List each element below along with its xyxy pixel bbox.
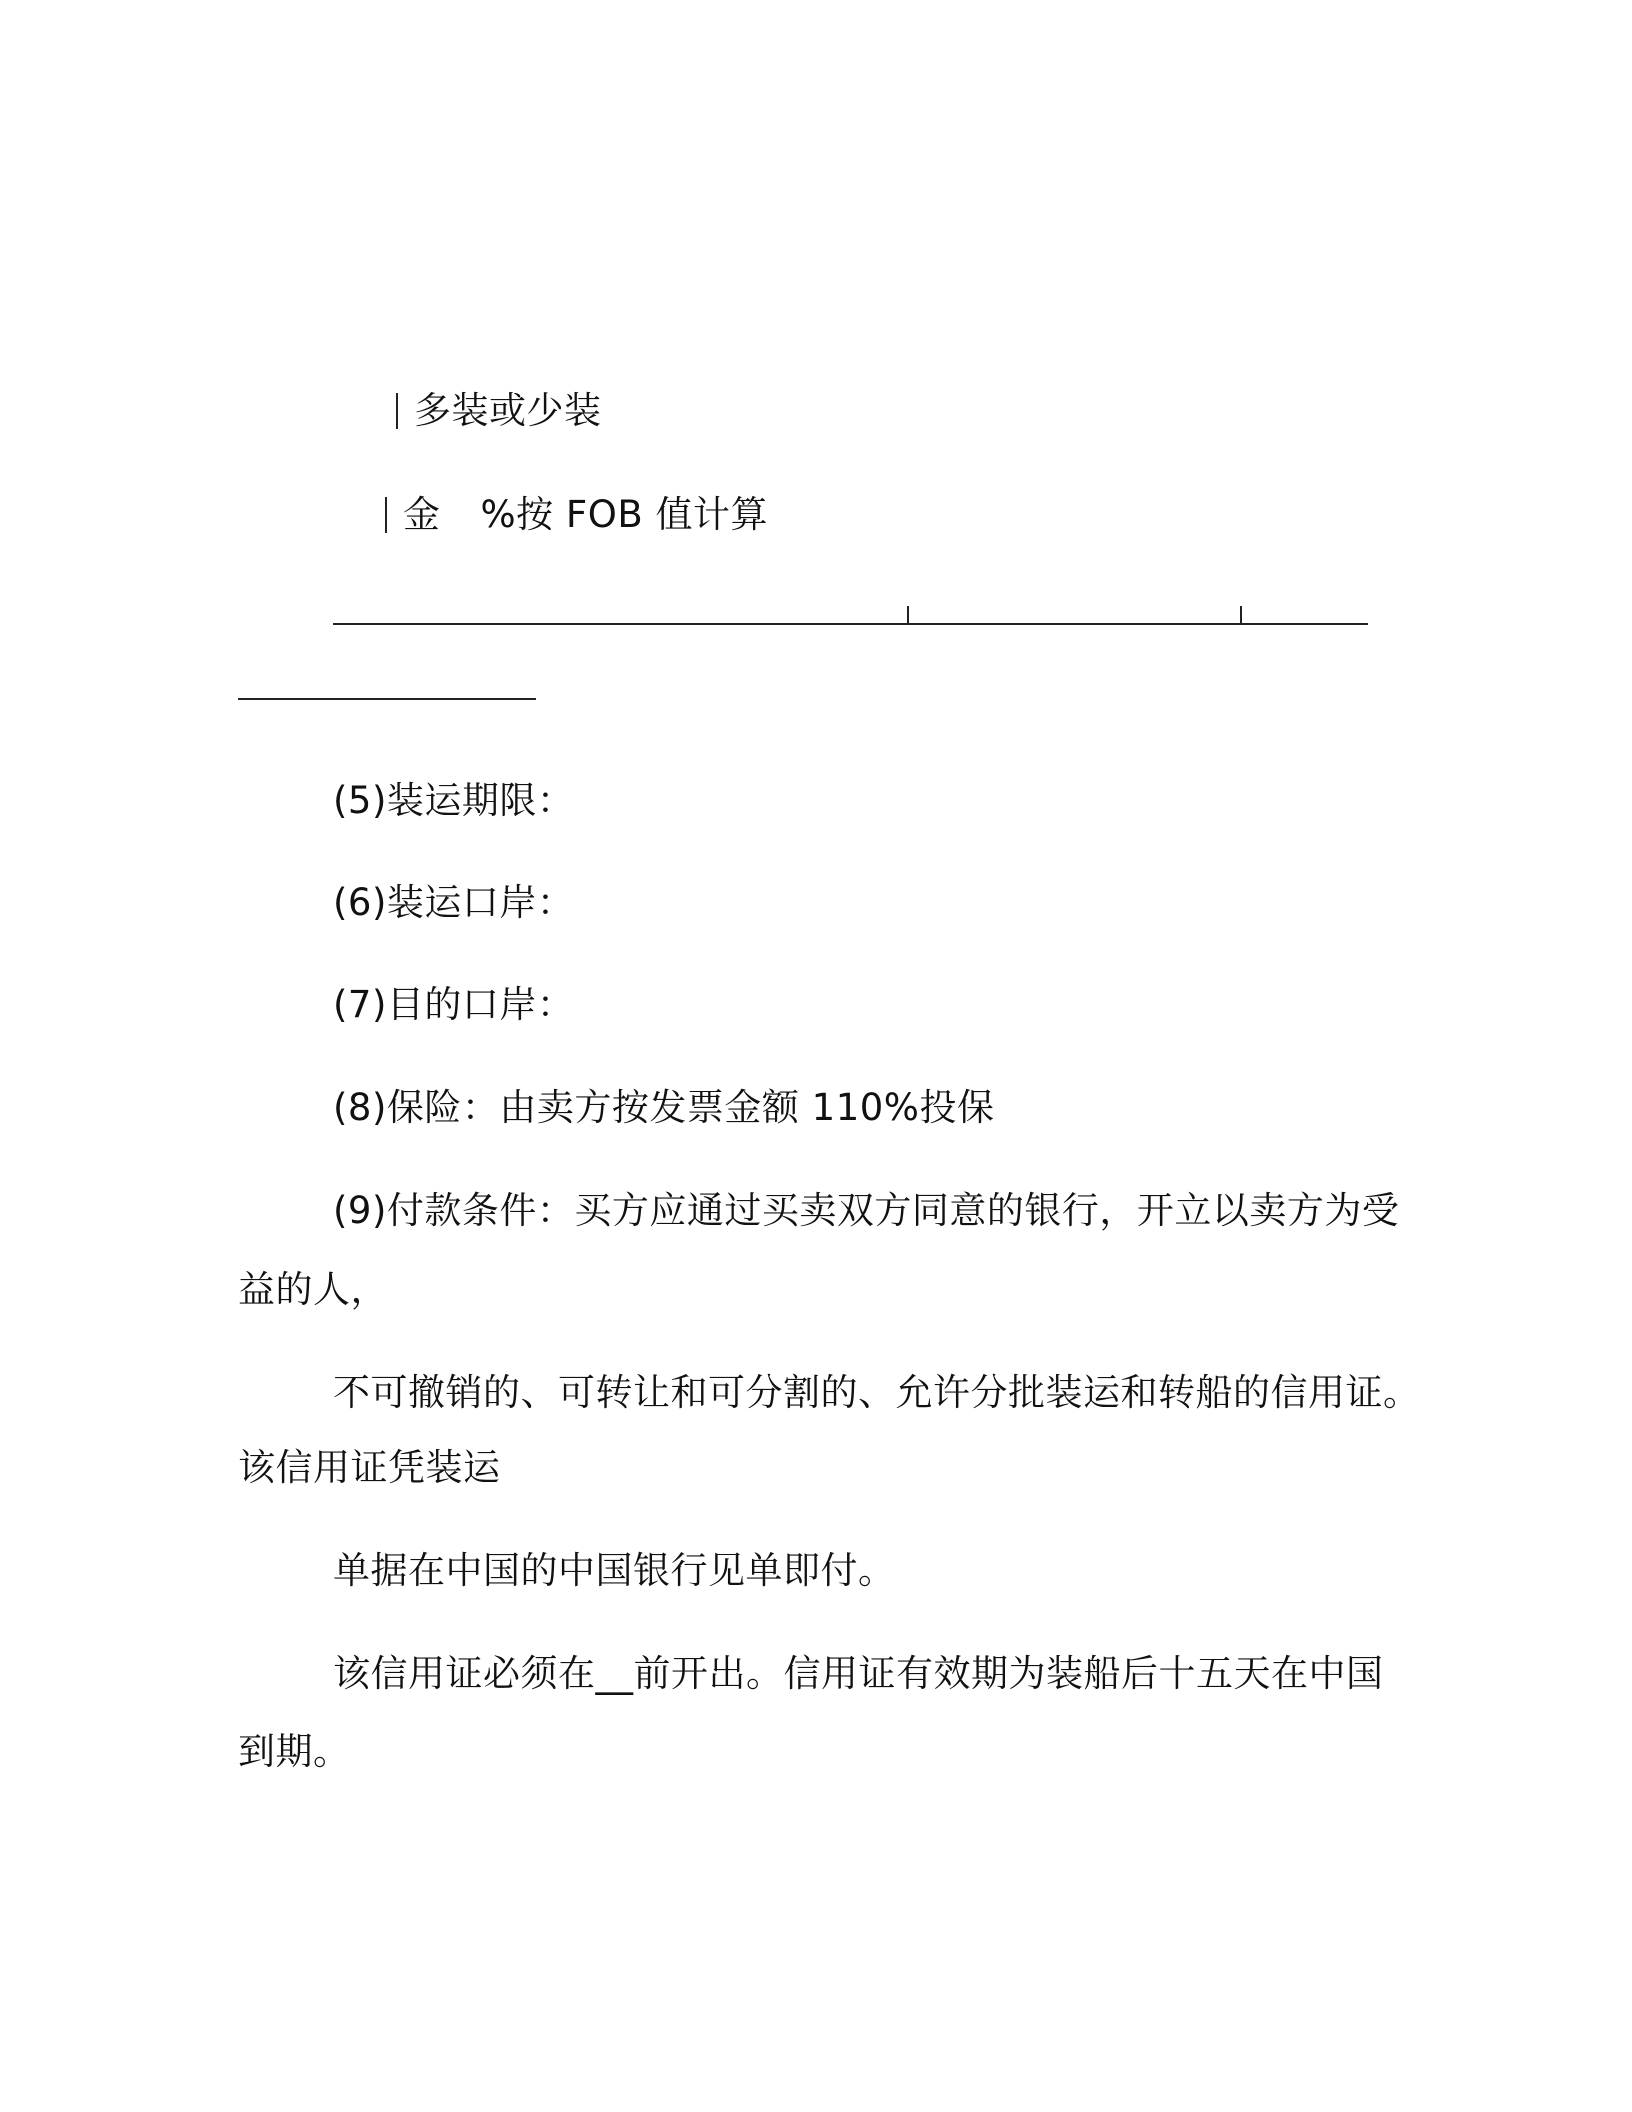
- item-9-payment-line-2: 益的人，: [238, 1268, 388, 1311]
- table-border-mark: [396, 393, 398, 429]
- table-rule-top: [333, 623, 1368, 625]
- item-5-shipment-period: (5)装运期限：: [333, 779, 575, 822]
- overload-line: [396, 386, 602, 436]
- lc-deadline-line-2: 到期。: [238, 1730, 351, 1773]
- table-rule-bottom: [238, 698, 536, 700]
- overload-text: 多装或少装: [414, 389, 602, 432]
- amount-line: [385, 490, 768, 540]
- amount-prefix: 金: [403, 493, 441, 536]
- table-rule-divider: [907, 606, 909, 624]
- item-8-insurance: (8)保险：由卖方按发票金额 110%投保: [333, 1086, 995, 1129]
- lc-deadline-line-1: 该信用证必须在__前开出。信用证有效期为装船后十五天在中国: [333, 1652, 1384, 1695]
- amount-suffix: %按 FOB 值计算: [480, 493, 768, 536]
- lc-terms-line-1: 不可撤销的、可转让和可分割的、允许分批装运和转船的信用证。: [333, 1371, 1421, 1414]
- lc-terms-line-2: 该信用证凭装运: [238, 1446, 501, 1489]
- table-rule-divider: [1240, 606, 1242, 624]
- item-6-loading-port: (6)装运口岸：: [333, 881, 575, 924]
- item-7-destination-port: (7)目的口岸：: [333, 983, 575, 1026]
- item-9-payment-line-1: (9)付款条件：买方应通过买卖双方同意的银行，开立以卖方为受: [333, 1189, 1400, 1232]
- table-border-mark: [385, 497, 387, 533]
- lc-terms-line-3: 单据在中国的中国银行见单即付。: [333, 1549, 896, 1592]
